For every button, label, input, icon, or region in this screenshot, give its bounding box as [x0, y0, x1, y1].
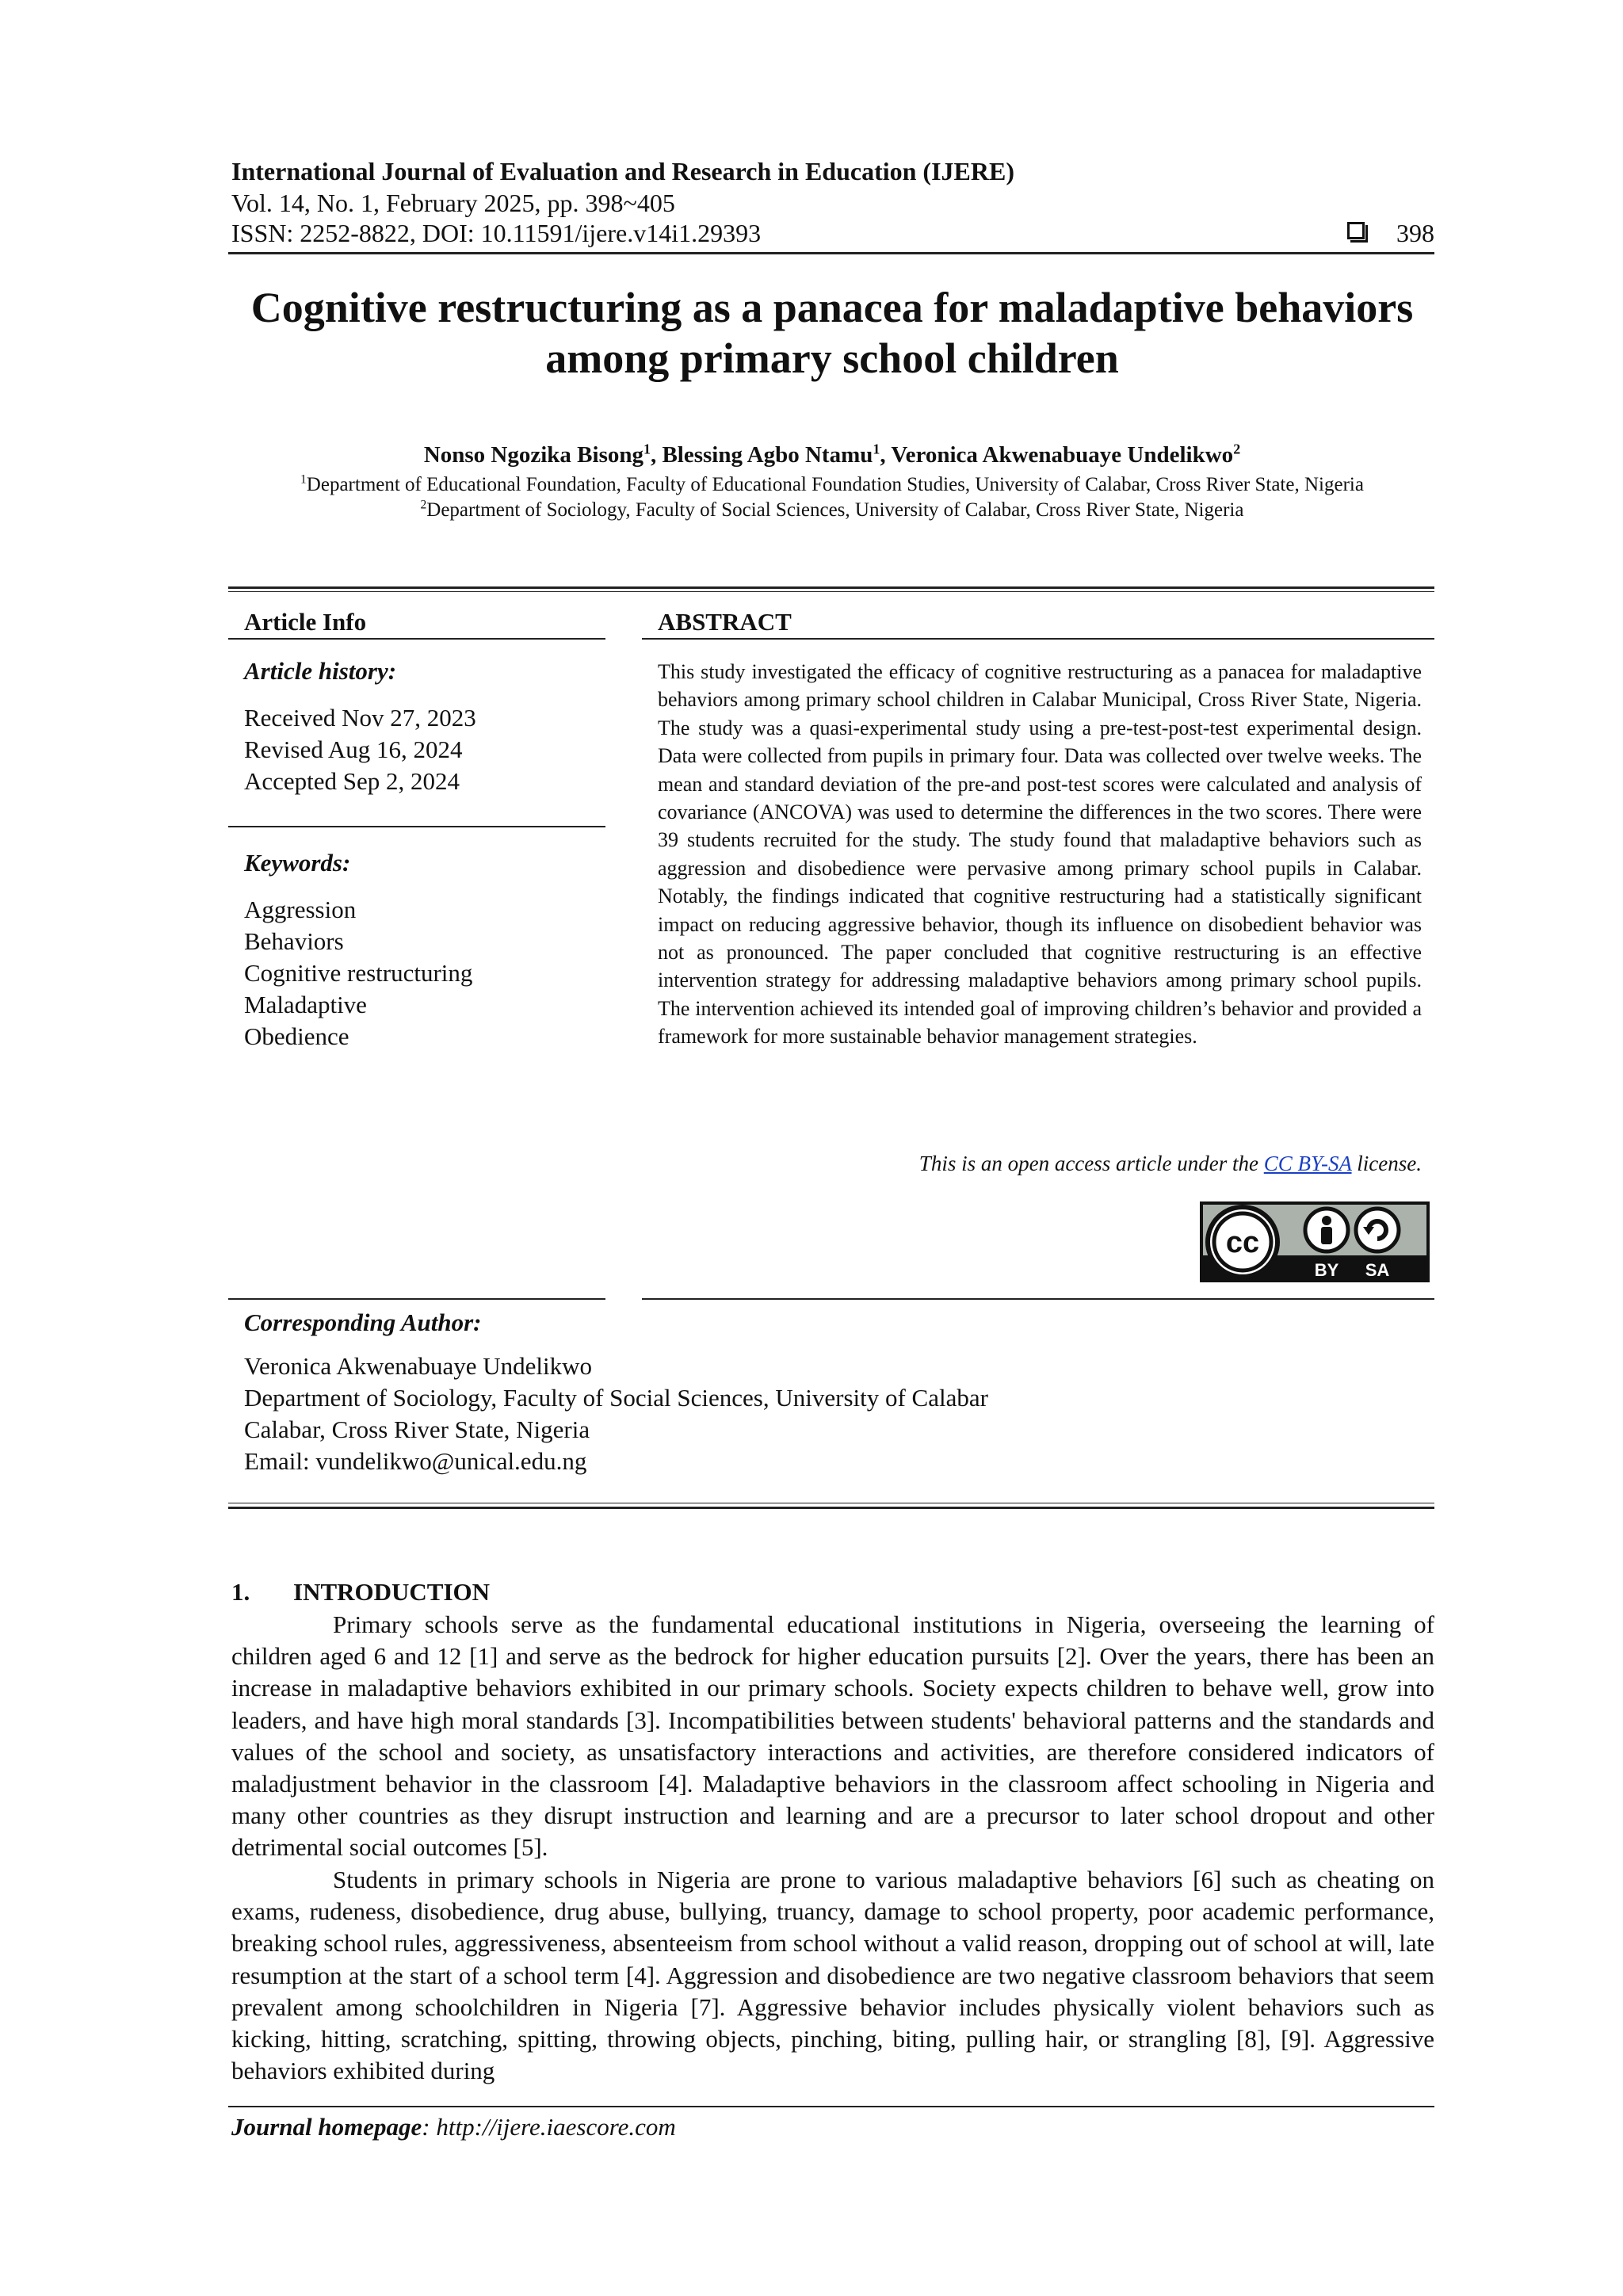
abstract-heading: ABSTRACT — [658, 608, 792, 636]
footer-rule — [228, 2106, 1434, 2107]
cc-letters: cc — [1225, 1226, 1260, 1259]
sa-label: SA — [1365, 1260, 1390, 1280]
author-sep: , — [650, 442, 663, 468]
abstract-bottom-rule — [642, 1298, 1434, 1300]
keywords-rule — [228, 826, 605, 827]
keyword-item: Obedience — [244, 1022, 349, 1050]
corresponding-email: Email: vundelikwo@unical.edu.ng — [244, 1447, 587, 1475]
by-person-head — [1322, 1216, 1331, 1225]
keywords-heading: Keywords: — [244, 849, 351, 877]
section-heading-introduction — [231, 1577, 490, 1607]
corresponding-author-heading: Corresponding Author: — [244, 1308, 482, 1336]
intro-paragraph-2: Students in primary schools in Nigeria are prone to various maladaptive behaviors [6] such as cheating on exams, rudeness, disobedience, drug abuse, bullying, truancy, damage to school property, poor academic performance, breaking school rules, aggressiveness, absenteeism from school without a valid reason, dropping out of school at will, late resumption at the start of a school term [4]. Aggression and disobedience are two negative classroom behaviors that seem prevalent among schoolchildren in Nigeria [7]. Aggressive behavior includes physically violent behaviors such as kicking, hitting, scratching, spitting, throwing objects, pinching, biting, pulling hair, or strangling [8], [9]. Aggressive behaviors exhibited during — [231, 1866, 1434, 2085]
sa-share-alike-icon — [1356, 1209, 1399, 1251]
author-3: Veronica Akwenabuaye Undelikwo — [891, 442, 1234, 468]
affiliation-2-text: Department of Sociology, Faculty of Social Sciences, University of Calabar, Cross River State, Nigeria — [426, 499, 1244, 521]
affiliation-2 — [158, 498, 1506, 523]
affiliation-2-number: 2 — [420, 498, 427, 512]
author-3-affil: 2 — [1233, 441, 1241, 457]
author-1-affil: 1 — [643, 441, 651, 457]
journal-homepage-footer — [231, 2111, 676, 2143]
author-2: Blessing Agbo Ntamu — [662, 442, 873, 468]
article-info-heading: Article Info — [244, 608, 367, 636]
open-access-prefix: This is an open access article under the — [918, 1152, 1264, 1175]
info-bottom-rule — [228, 1298, 605, 1300]
corresponding-name: Veronica Akwenabuaye Undelikwo — [244, 1352, 593, 1380]
author-2-affil: 1 — [873, 441, 880, 457]
author-sep: , — [880, 442, 892, 468]
info-box-bottom-rule-2 — [228, 1507, 1434, 1509]
section-title: INTRODUCTION — [293, 1578, 491, 1606]
open-access-note — [658, 1149, 1422, 1178]
intro-paragraph-1: Primary schools serve as the fundamental educational institutions in Nigeria, overseeing the learning of children aged 6 and 12 [1] and serve as the bedrock for higher education pursuits [2]. Over the years, there has been an increase in maladaptive behaviors exhibited in our primary schools. Society expects children to behave well, grow into leaders, and have high moral standards [3]. Incompatibilities between students' behavioral patterns and the standards and values of the school and society, as unsatisfactory interactions and activities, are therefore considered indicators of maladjustment behavior in the classroom [4]. Maladaptive behaviors in the classroom affect schooling in Nigeria and many other countries as they disrupt instruction and learning and are a precursor to later school dropout and other detrimental social outcomes [5]. — [231, 1610, 1434, 1862]
open-access-suffix: license. — [1351, 1152, 1422, 1175]
title-line-1: Cognitive restructuring as a panacea for maladaptive behaviors — [250, 284, 1414, 331]
cc-by-sa-link[interactable]: CC BY-SA — [1263, 1152, 1352, 1175]
journal-name: International Journal of Evaluation and Research in Education (IJERE) — [231, 157, 1014, 185]
author-list — [158, 441, 1506, 469]
page-number: 398 — [1396, 219, 1434, 247]
author-1: Nonso Ngozika Bisong — [423, 442, 643, 468]
title-line-2: among primary school children — [545, 334, 1119, 382]
section-number: 1. — [231, 1578, 250, 1606]
homepage-url[interactable]: http://ijere.iaescore.com — [436, 2113, 676, 2141]
paper-title — [158, 282, 1506, 384]
affiliation-1-text: Department of Educational Foundation, Faculty of Educational Foundation Studies, University of Calabar, Cross River State, Nigeria — [306, 474, 1364, 495]
by-person-body — [1321, 1227, 1332, 1244]
cc-by-sa-badge-icon — [1200, 1201, 1430, 1282]
info-box-top-rule-2 — [228, 591, 1434, 592]
keyword-item: Aggression — [244, 896, 357, 923]
corresponding-location: Calabar, Cross River State, Nigeria — [244, 1415, 590, 1443]
history-accepted: Accepted Sep 2, 2024 — [244, 767, 460, 795]
article-info-rule — [228, 638, 605, 640]
history-revised: Revised Aug 16, 2024 — [244, 735, 463, 763]
homepage-label: Journal homepage — [231, 2113, 422, 2141]
issn-doi-text: ISSN: 2252-8822, DOI: 10.11591/ijere.v14i1.29393 — [231, 219, 762, 247]
info-box-top-rule — [228, 586, 1434, 589]
affiliation-1-number: 1 — [300, 472, 307, 487]
homepage-sep: : — [422, 2113, 437, 2141]
keyword-item: Behaviors — [244, 927, 344, 955]
history-heading: Article history: — [244, 657, 397, 685]
keyword-item: Cognitive restructuring — [244, 959, 473, 987]
by-label: BY — [1314, 1260, 1339, 1280]
corresponding-dept: Department of Sociology, Faculty of Social Sciences, University of Calabar — [244, 1384, 988, 1412]
journal-issn-doi — [231, 217, 1434, 249]
keyword-item: Maladaptive — [244, 991, 367, 1018]
abstract-rule — [642, 638, 1434, 640]
affiliation-1 — [158, 472, 1506, 498]
abstract-text: This study investigated the efficacy of cognitive restructuring as a panacea for maladaptive behaviors among primary school children in Calabar Municipal, Cross River State, Nigeria. The study was a quasi-experimental study using a pre-test-post-test experimental design. Data were collected from pupils in primary four. Data was collected over twelve weeks. The mean and standard deviation of the pre-and post-test scores were calculated and analysis of covariance (ANCOVA) was used to determine the differences in the two scores. There were 39 students recruited for the study. The study found that maladaptive behaviors such as aggression and disobedience were pervasive among primary school pupils in Calabar. Notably, the findings indicated that cognitive restructuring had a statistically significant impact on reducing aggressive behavior, though its influence on disobedient behavior was not as pronounced. The paper concluded that cognitive restructuring is an effective intervention strategy for addressing maladaptive behaviors among primary school pupils. The intervention achieved its intended goal of improving children’s behavior and provided a framework for more sustainable behavior management strategies. — [658, 660, 1422, 1049]
header-rule — [228, 252, 1434, 254]
history-received: Received Nov 27, 2023 — [244, 704, 476, 732]
journal-volume: Vol. 14, No. 1, February 2025, pp. 398~405 — [231, 189, 675, 217]
page-box-icon — [1347, 222, 1365, 239]
corresponding-author-block — [244, 1350, 988, 1477]
